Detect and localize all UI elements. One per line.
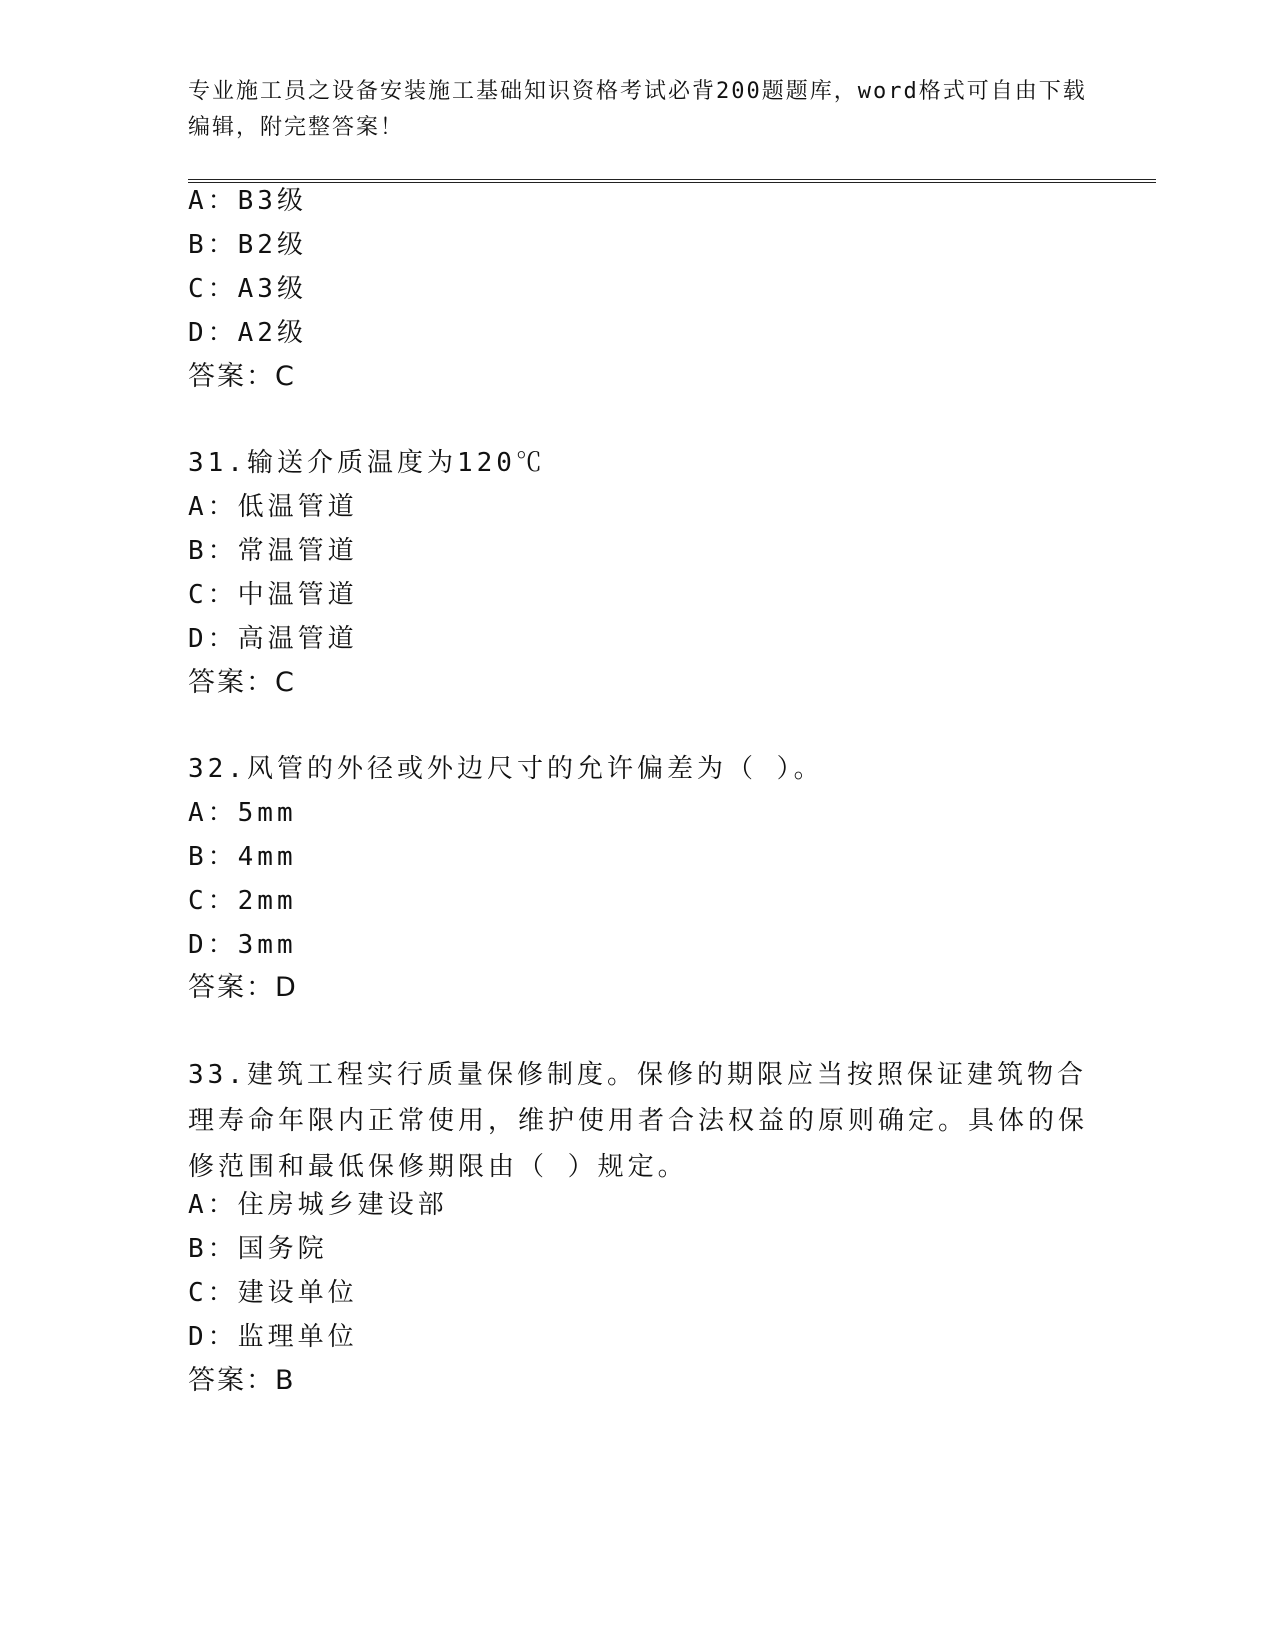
q32-answer: 答案：D — [188, 972, 298, 1003]
q32-option-d: D：3mm — [188, 930, 297, 960]
q30-option-c: C：A3级 — [188, 274, 307, 304]
q31-option-b: B：常温管道 — [188, 536, 358, 566]
document-header: 专业施工员之设备安装施工基础知识资格考试必背200题题库，word格式可自由下载编辑，附完整答案！ — [188, 79, 1087, 140]
q33-option-d: D：监理单位 — [188, 1322, 358, 1352]
q31-question: 31.输送介质温度为120℃ — [188, 448, 546, 478]
q32-option-b: B：4mm — [188, 842, 297, 872]
q33-option-b: B：国务院 — [188, 1234, 328, 1264]
q31-option-c: C：中温管道 — [188, 580, 358, 610]
q30-answer: 答案：C — [188, 361, 296, 392]
q33-answer: 答案：B — [188, 1365, 296, 1396]
q32-option-c: C：2mm — [188, 886, 297, 916]
q32-option-a: A：5mm — [188, 798, 297, 828]
q30-option-b: B：B2级 — [188, 230, 307, 260]
q31-option-a: A：低温管道 — [188, 492, 358, 522]
q33-option-a: A：住房城乡建设部 — [188, 1190, 448, 1220]
q30-option-d: D：A2级 — [188, 318, 307, 348]
q33-question: 33.建筑工程实行质量保修制度。保修的期限应当按照保证建筑物合理寿命年限内正常使用，维护使用者合法权益的原则确定。具体的保修范围和最低保修期限由（ ）规定。 — [188, 1060, 1089, 1182]
q32-question: 32.风管的外径或外边尺寸的允许偏差为（ ）。 — [188, 754, 824, 784]
q31-option-d: D：高温管道 — [188, 624, 358, 654]
header-divider — [188, 179, 1156, 183]
q31-answer: 答案：C — [188, 667, 296, 698]
q33-option-c: C：建设单位 — [188, 1278, 358, 1308]
q30-option-a: A：B3级 — [188, 186, 307, 216]
